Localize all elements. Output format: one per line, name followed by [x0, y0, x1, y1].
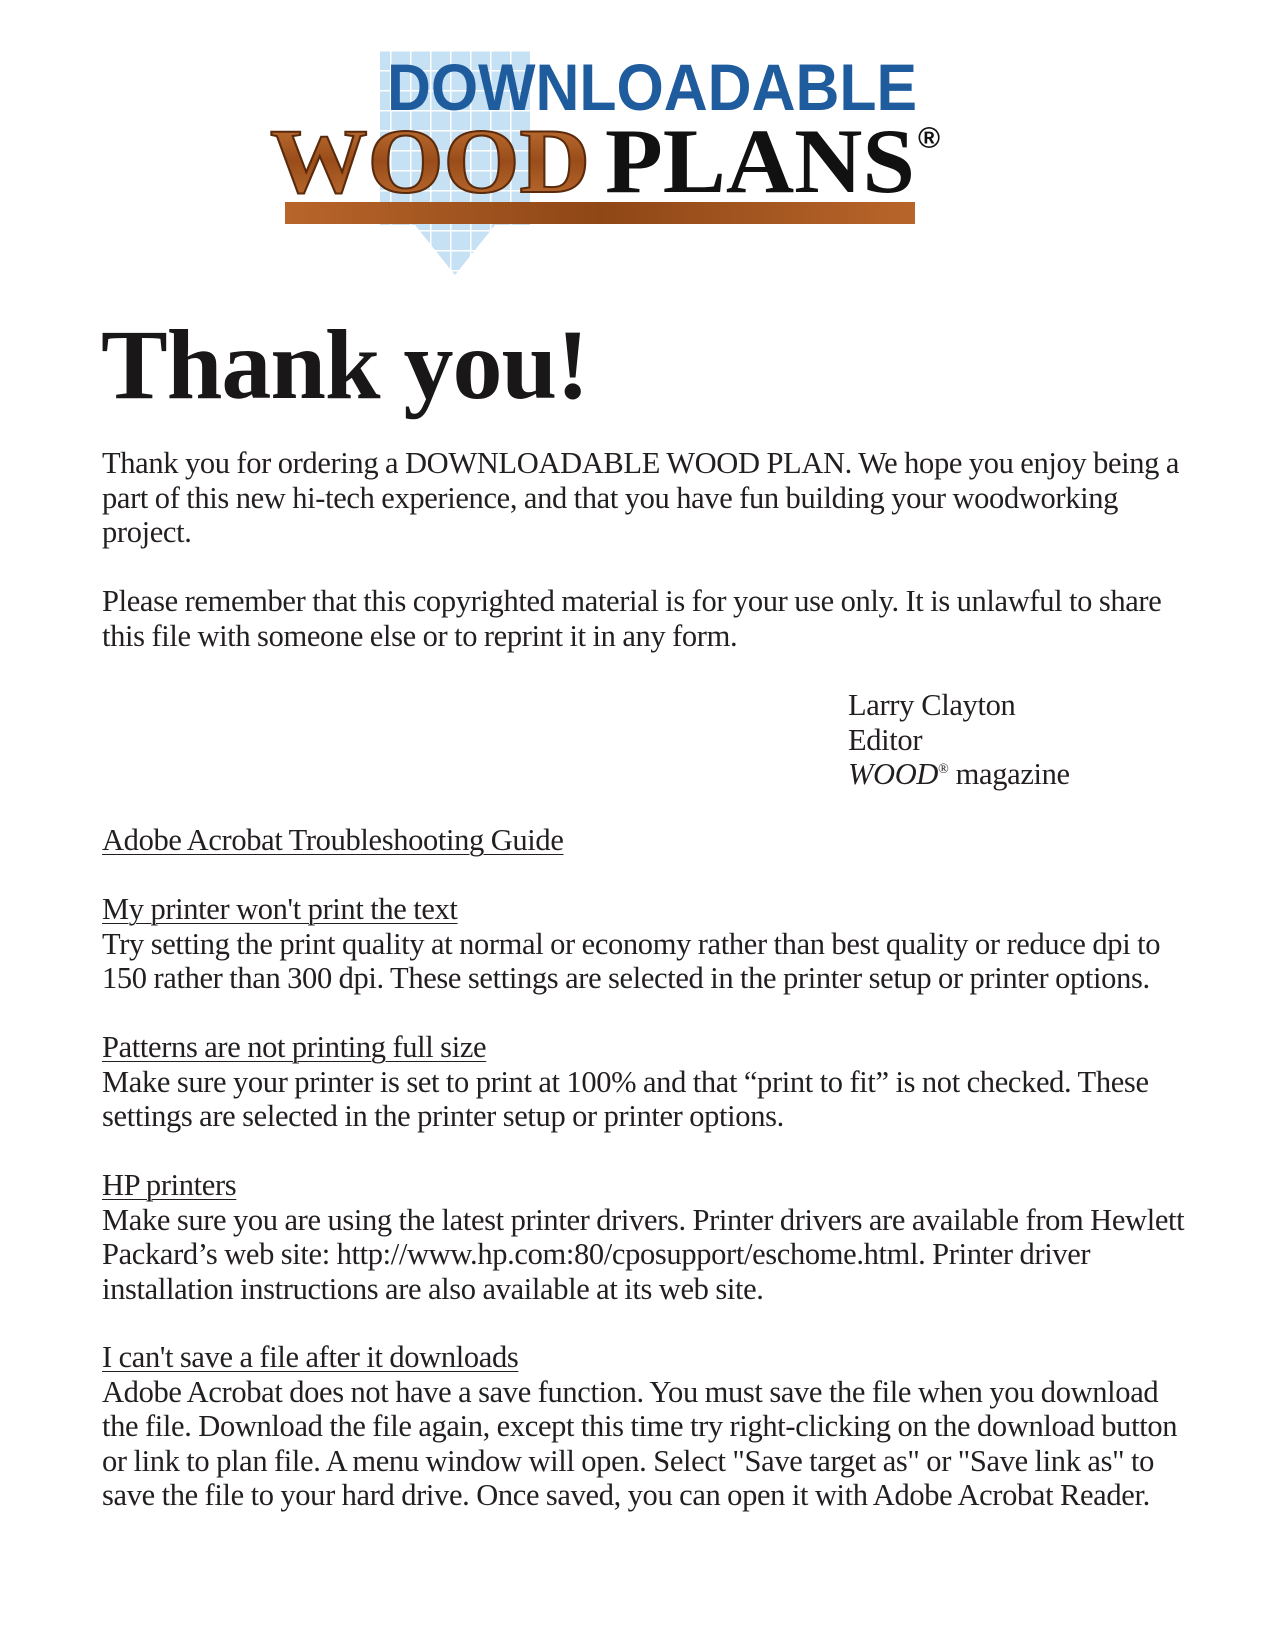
- signature-role: Editor: [848, 722, 923, 757]
- signature-name: Larry Clayton: [848, 688, 1016, 722]
- guide-item-heading: My printer won't print the text: [102, 892, 458, 926]
- intro-paragraph-2: Please remember that this copyrighted material is for your use only. It is unlawful to share this file with someone else or to reprint it in any form.: [102, 584, 1162, 653]
- guide-item: [102, 1168, 1192, 1306]
- logo-registered-mark: ®: [918, 122, 941, 155]
- signature-block: [848, 688, 1070, 792]
- logo-word-wood: WOOD: [270, 110, 590, 212]
- guide-item-body: Adobe Acrobat does not have a save function. You must save the file when you download the file. Download the file again, except this time try right-clicking on the download button or link to plan file. A menu window will open. Select "Save target as" or "Save link as" to save the file to your hard drive. Once saved, you can open it with Adobe Acrobat Reader.: [102, 1374, 1178, 1512]
- logo-word-plans: PLANS: [605, 110, 915, 212]
- guide-title-block: [102, 823, 1192, 858]
- page-title: Thank you!: [101, 309, 589, 420]
- guide-item-body: Make sure you are using the latest printer drivers. Printer drivers are available from Hewlett Packard’s web site: http://www.hp.com:80/cposupport/eschome.html. Printer driver installation instructions are also available at its web site.: [102, 1202, 1185, 1306]
- guide-item-heading: HP printers: [102, 1168, 237, 1202]
- signature-publication-suffix: magazine: [948, 757, 1070, 791]
- signature-publication: WOOD: [848, 757, 939, 791]
- guide-title: Adobe Acrobat Troubleshooting Guide: [102, 823, 564, 857]
- signature-publication-line: [848, 757, 1070, 792]
- signature-registered-mark: ®: [938, 761, 949, 777]
- guide-item: [102, 1030, 1192, 1134]
- downloadable-wood-plans-logo: [270, 50, 1000, 290]
- guide-item: [102, 1340, 1192, 1513]
- guide-item-heading: I can't save a file after it downloads: [102, 1340, 519, 1374]
- guide-item-body: Try setting the print quality at normal or economy rather than best quality or reduce dpi to 150 rather than 300 dpi. These settings are selected in the printer setup or printer options.: [102, 926, 1161, 995]
- intro-paragraph-1: Thank you for ordering a DOWNLOADABLE WOOD PLAN. We hope you enjoy being a part of this new hi-tech experience, and that you have fun building your woodworking project.: [102, 446, 1180, 549]
- guide-item-body: Make sure your printer is set to print at 100% and that “print to fit” is not checked. These settings are selected in the printer setup or printer options.: [102, 1064, 1149, 1133]
- guide-item: [102, 892, 1192, 996]
- logo-line-downloadable: DOWNLOADABLE: [387, 50, 917, 124]
- guide-item-heading: Patterns are not printing full size: [102, 1030, 487, 1064]
